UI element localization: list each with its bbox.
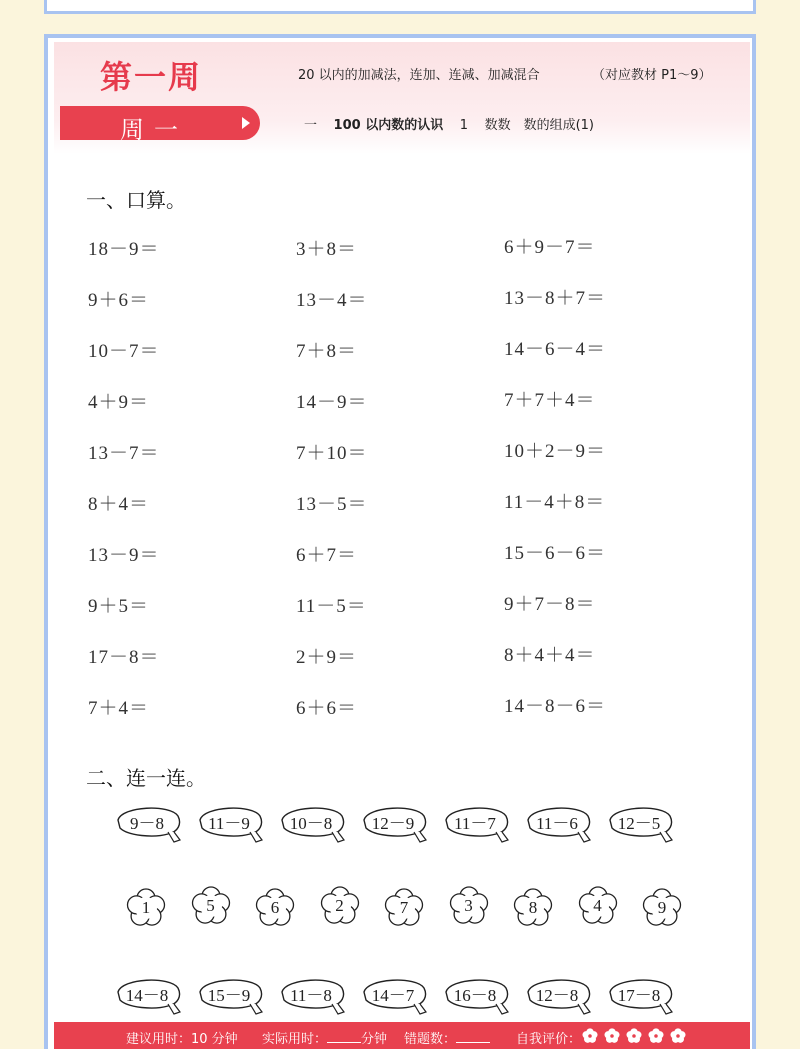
flower-7[interactable] — [513, 888, 553, 928]
bottom-leaf-expression: 11－8 — [290, 986, 332, 1005]
arrow-right-icon — [242, 117, 250, 129]
section-oral-calc-title: 一、口算。 — [86, 188, 186, 212]
bottom-leaf-expression: 14－8 — [125, 986, 169, 1005]
flower-6[interactable] — [449, 886, 489, 926]
problem-col1-7[interactable]: 13－9＝ — [88, 545, 160, 566]
problem-col2-1[interactable]: 3＋8＝ — [296, 239, 358, 260]
problem-col3-4[interactable]: 7＋7＋4＝ — [504, 390, 596, 411]
top-leaf-7[interactable] — [606, 802, 672, 840]
error-count — [404, 1028, 490, 1047]
problem-col1-10[interactable]: 7＋4＝ — [88, 698, 150, 719]
problem-col2-7[interactable]: 6＋7＝ — [296, 545, 358, 566]
problem-col1-8[interactable]: 9＋5＝ — [88, 596, 150, 617]
lesson-subtitle — [304, 114, 594, 133]
flower-number: 6 — [270, 898, 280, 917]
problem-col1-6[interactable]: 8＋4＝ — [88, 494, 150, 515]
rating-flower-icon[interactable] — [582, 1028, 598, 1044]
bottom-leaf-expression: 14－7 — [371, 986, 415, 1005]
flower-number: 4 — [593, 896, 602, 915]
problem-col3-2[interactable]: 13－8＋7＝ — [504, 288, 607, 309]
topic-text: 20 以内的加减法，连加、连减、加减混合 — [298, 68, 540, 83]
problem-col3-8[interactable]: 9＋7－8＝ — [504, 594, 596, 615]
problem-col1-1[interactable]: 18－9＝ — [88, 239, 160, 260]
subtitle-bold: 100 以内数的认识 — [333, 118, 444, 133]
rating-flower-icon[interactable] — [604, 1028, 620, 1044]
flower-number: 9 — [657, 898, 667, 917]
error-count-label: 错题数： — [404, 1032, 457, 1047]
rating-flower-icon[interactable] — [648, 1028, 664, 1044]
bottom-leaf-expression: 15－9 — [207, 986, 251, 1005]
bottom-leaf-2[interactable] — [196, 974, 262, 1012]
problem-col1-3[interactable]: 10－7＝ — [88, 341, 160, 362]
top-leaf-expression: 11－7 — [454, 814, 496, 833]
flower-1[interactable] — [126, 888, 166, 928]
bottom-leaf-3[interactable] — [278, 974, 344, 1012]
flower-8[interactable] — [578, 886, 618, 926]
bottom-leaf-expression: 12－8 — [535, 986, 579, 1005]
problem-col1-5[interactable]: 13－7＝ — [88, 443, 160, 464]
textbook-reference: （对应教材 P1～9） — [592, 68, 712, 83]
flower-9[interactable] — [642, 888, 682, 928]
top-leaf-expression: 11－6 — [536, 814, 578, 833]
problem-col2-2[interactable]: 13－4＝ — [296, 290, 368, 311]
actual-time-blank[interactable] — [327, 1042, 361, 1043]
bottom-leaf-1[interactable] — [114, 974, 180, 1012]
problem-col3-6[interactable]: 11－4＋8＝ — [504, 492, 606, 513]
actual-time-label: 实际用时： — [262, 1032, 328, 1047]
day-tab — [60, 106, 260, 144]
flower-4[interactable] — [320, 886, 360, 926]
problem-col3-7[interactable]: 15－6－6＝ — [504, 543, 607, 564]
day-label: 周一 — [120, 116, 188, 144]
top-leaf-6[interactable] — [524, 802, 590, 840]
top-leaf-expression: 9－8 — [130, 814, 164, 833]
suggested-time: 建议用时：10 分钟 — [126, 1032, 238, 1047]
flower-3[interactable] — [255, 888, 295, 928]
bottom-leaf-5[interactable] — [442, 974, 508, 1012]
flower-5[interactable] — [384, 888, 424, 928]
worksheet-page — [44, 34, 756, 1049]
problem-col2-5[interactable]: 7＋10＝ — [296, 443, 368, 464]
problem-col3-9[interactable]: 8＋4＋4＝ — [504, 645, 596, 666]
subtitle-dash: 一 — [304, 118, 318, 133]
problem-col2-10[interactable]: 6＋6＝ — [296, 698, 358, 719]
top-leaf-expression: 12－5 — [617, 814, 661, 833]
top-leaf-expression: 12－9 — [371, 814, 415, 833]
flower-number: 3 — [464, 896, 473, 915]
bottom-leaf-expression: 17－8 — [617, 986, 661, 1005]
bottom-leaf-expression: 16－8 — [453, 986, 497, 1005]
error-count-blank[interactable] — [456, 1042, 490, 1043]
footer-bar — [54, 1022, 750, 1049]
problem-col3-1[interactable]: 6＋9－7＝ — [504, 237, 596, 258]
problem-col1-4[interactable]: 4＋9＝ — [88, 392, 150, 413]
top-leaf-4[interactable] — [360, 802, 426, 840]
problem-col2-8[interactable]: 11－5＝ — [296, 596, 367, 617]
rating-flower-icon[interactable] — [626, 1028, 642, 1044]
top-leaf-3[interactable] — [278, 802, 344, 840]
problem-col3-10[interactable]: 14－8－6＝ — [504, 696, 607, 717]
flower-number: 7 — [399, 898, 409, 917]
section-matching-title: 二、连一连。 — [86, 766, 206, 790]
problem-col1-9[interactable]: 17－8＝ — [88, 647, 160, 668]
problem-col2-4[interactable]: 14－9＝ — [296, 392, 368, 413]
actual-time-unit: 分钟 — [361, 1032, 388, 1047]
actual-time — [262, 1028, 387, 1047]
bottom-leaf-7[interactable] — [606, 974, 672, 1012]
top-leaf-expression: 10－8 — [289, 814, 333, 833]
top-leaf-expression: 11－9 — [208, 814, 250, 833]
top-leaf-2[interactable] — [196, 802, 262, 840]
subtitle-rest: 数数 数的组成(1) — [484, 118, 594, 133]
problem-col2-3[interactable]: 7＋8＝ — [296, 341, 358, 362]
rating-flower-icon[interactable] — [670, 1028, 686, 1044]
week-title: 第一周 — [100, 58, 203, 96]
subtitle-number: 1 — [459, 118, 469, 133]
flower-number: 2 — [335, 896, 344, 915]
self-eval-label: 自我评价： — [516, 1032, 582, 1047]
bottom-leaf-6[interactable] — [524, 974, 590, 1012]
problem-col3-3[interactable]: 14－6－4＝ — [504, 339, 607, 360]
top-leaf-1[interactable] — [114, 802, 180, 840]
problem-col1-2[interactable]: 9＋6＝ — [88, 290, 150, 311]
flower-2[interactable] — [191, 886, 231, 926]
bottom-leaf-4[interactable] — [360, 974, 426, 1012]
problem-col2-9[interactable]: 2＋9＝ — [296, 647, 358, 668]
problem-col3-5[interactable]: 10＋2－9＝ — [504, 441, 607, 462]
top-leaf-5[interactable] — [442, 802, 508, 840]
header-band — [54, 42, 750, 154]
flower-number: 5 — [206, 896, 215, 915]
flower-number: 8 — [528, 898, 538, 917]
flower-number: 1 — [141, 898, 151, 917]
previous-page-edge — [44, 0, 756, 14]
problem-col2-6[interactable]: 13－5＝ — [296, 494, 368, 515]
